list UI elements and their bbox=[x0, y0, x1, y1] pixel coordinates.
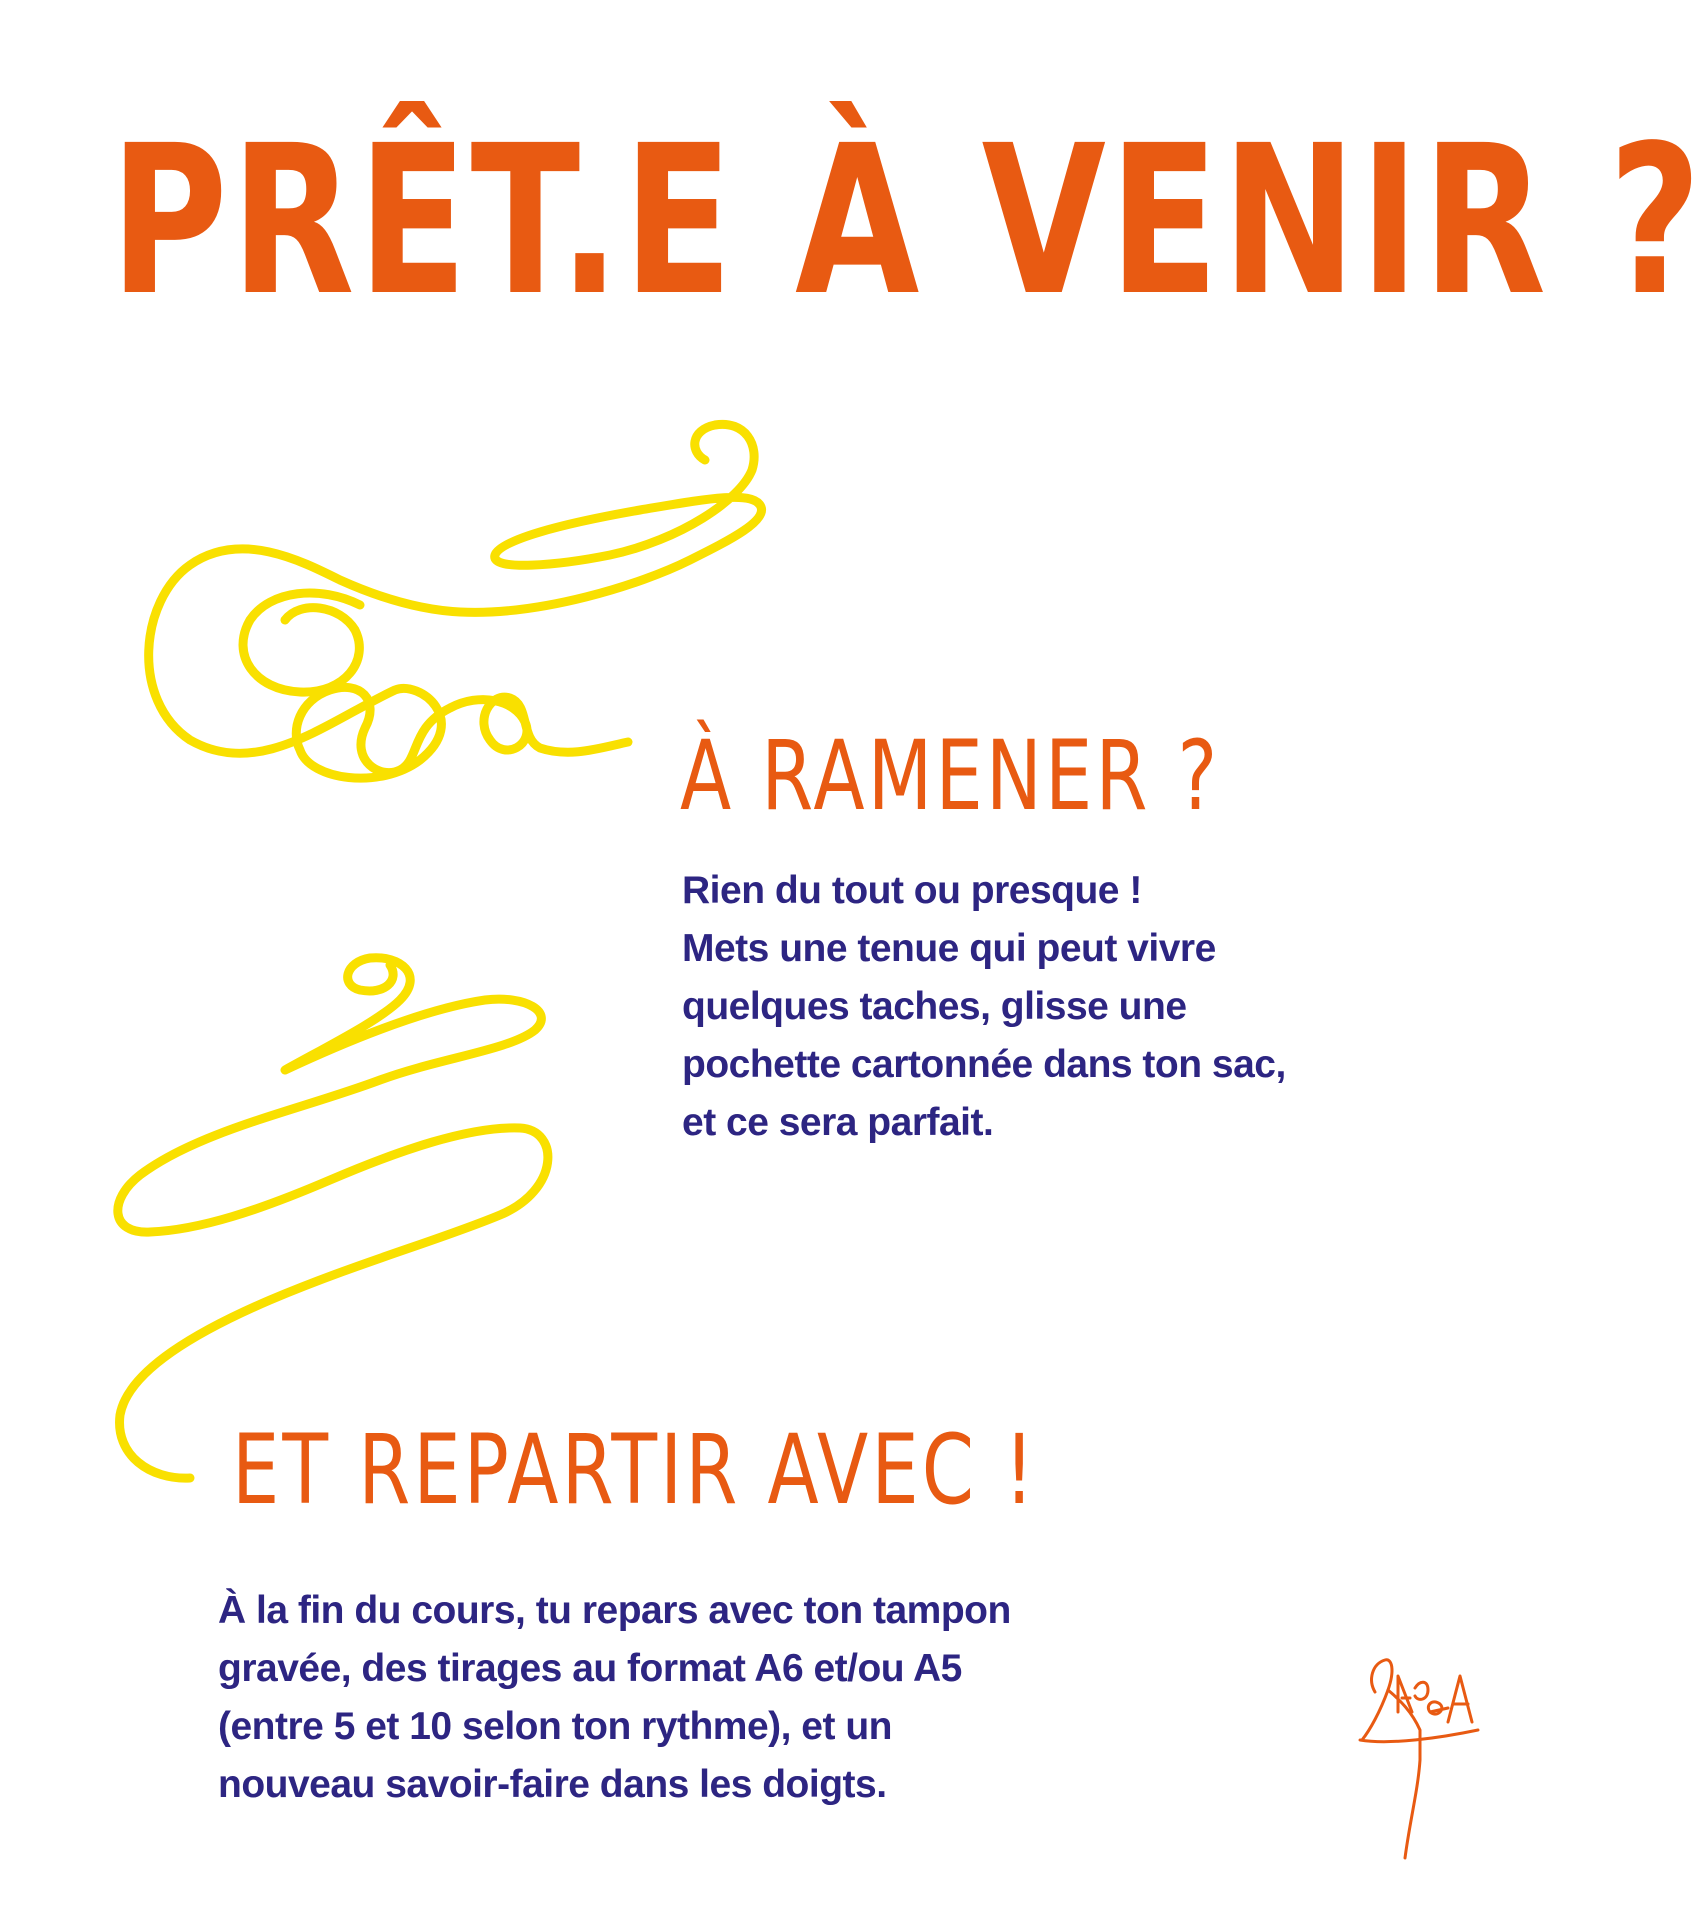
page-title: PRÊT.E À VENIR ? bbox=[110, 101, 1705, 341]
bring-line: pochette cartonnée dans ton sac, bbox=[682, 1043, 1286, 1086]
bring-line: Rien du tout ou presque ! bbox=[682, 869, 1142, 912]
bring-line: Mets une tenue qui peut vivre bbox=[682, 927, 1216, 970]
bring-heading: À RAMENER ? bbox=[680, 720, 1221, 832]
lower-swirl-path bbox=[118, 958, 548, 1478]
bring-line: quelques taches, glisse une bbox=[682, 985, 1187, 1028]
leave-line: À la fin du cours, tu repars avec ton tampon bbox=[218, 1589, 1011, 1632]
leave-line: (entre 5 et 10 selon ton rythme), et un bbox=[218, 1705, 892, 1748]
bring-text bbox=[682, 862, 1422, 1152]
leave-heading: ET REPARTIR AVEC ! bbox=[232, 1414, 1038, 1526]
signature-logo-icon bbox=[1360, 1660, 1478, 1858]
bring-line: et ce sera parfait. bbox=[682, 1101, 994, 1144]
leave-line: nouveau savoir-faire dans les doigts. bbox=[218, 1763, 887, 1806]
leave-line: gravée, des tirages au format A6 et/ou A5 bbox=[218, 1647, 962, 1690]
leave-text bbox=[218, 1582, 1218, 1814]
upper-swirl-path bbox=[149, 424, 762, 778]
upper-inner-loop-path bbox=[243, 593, 360, 692]
